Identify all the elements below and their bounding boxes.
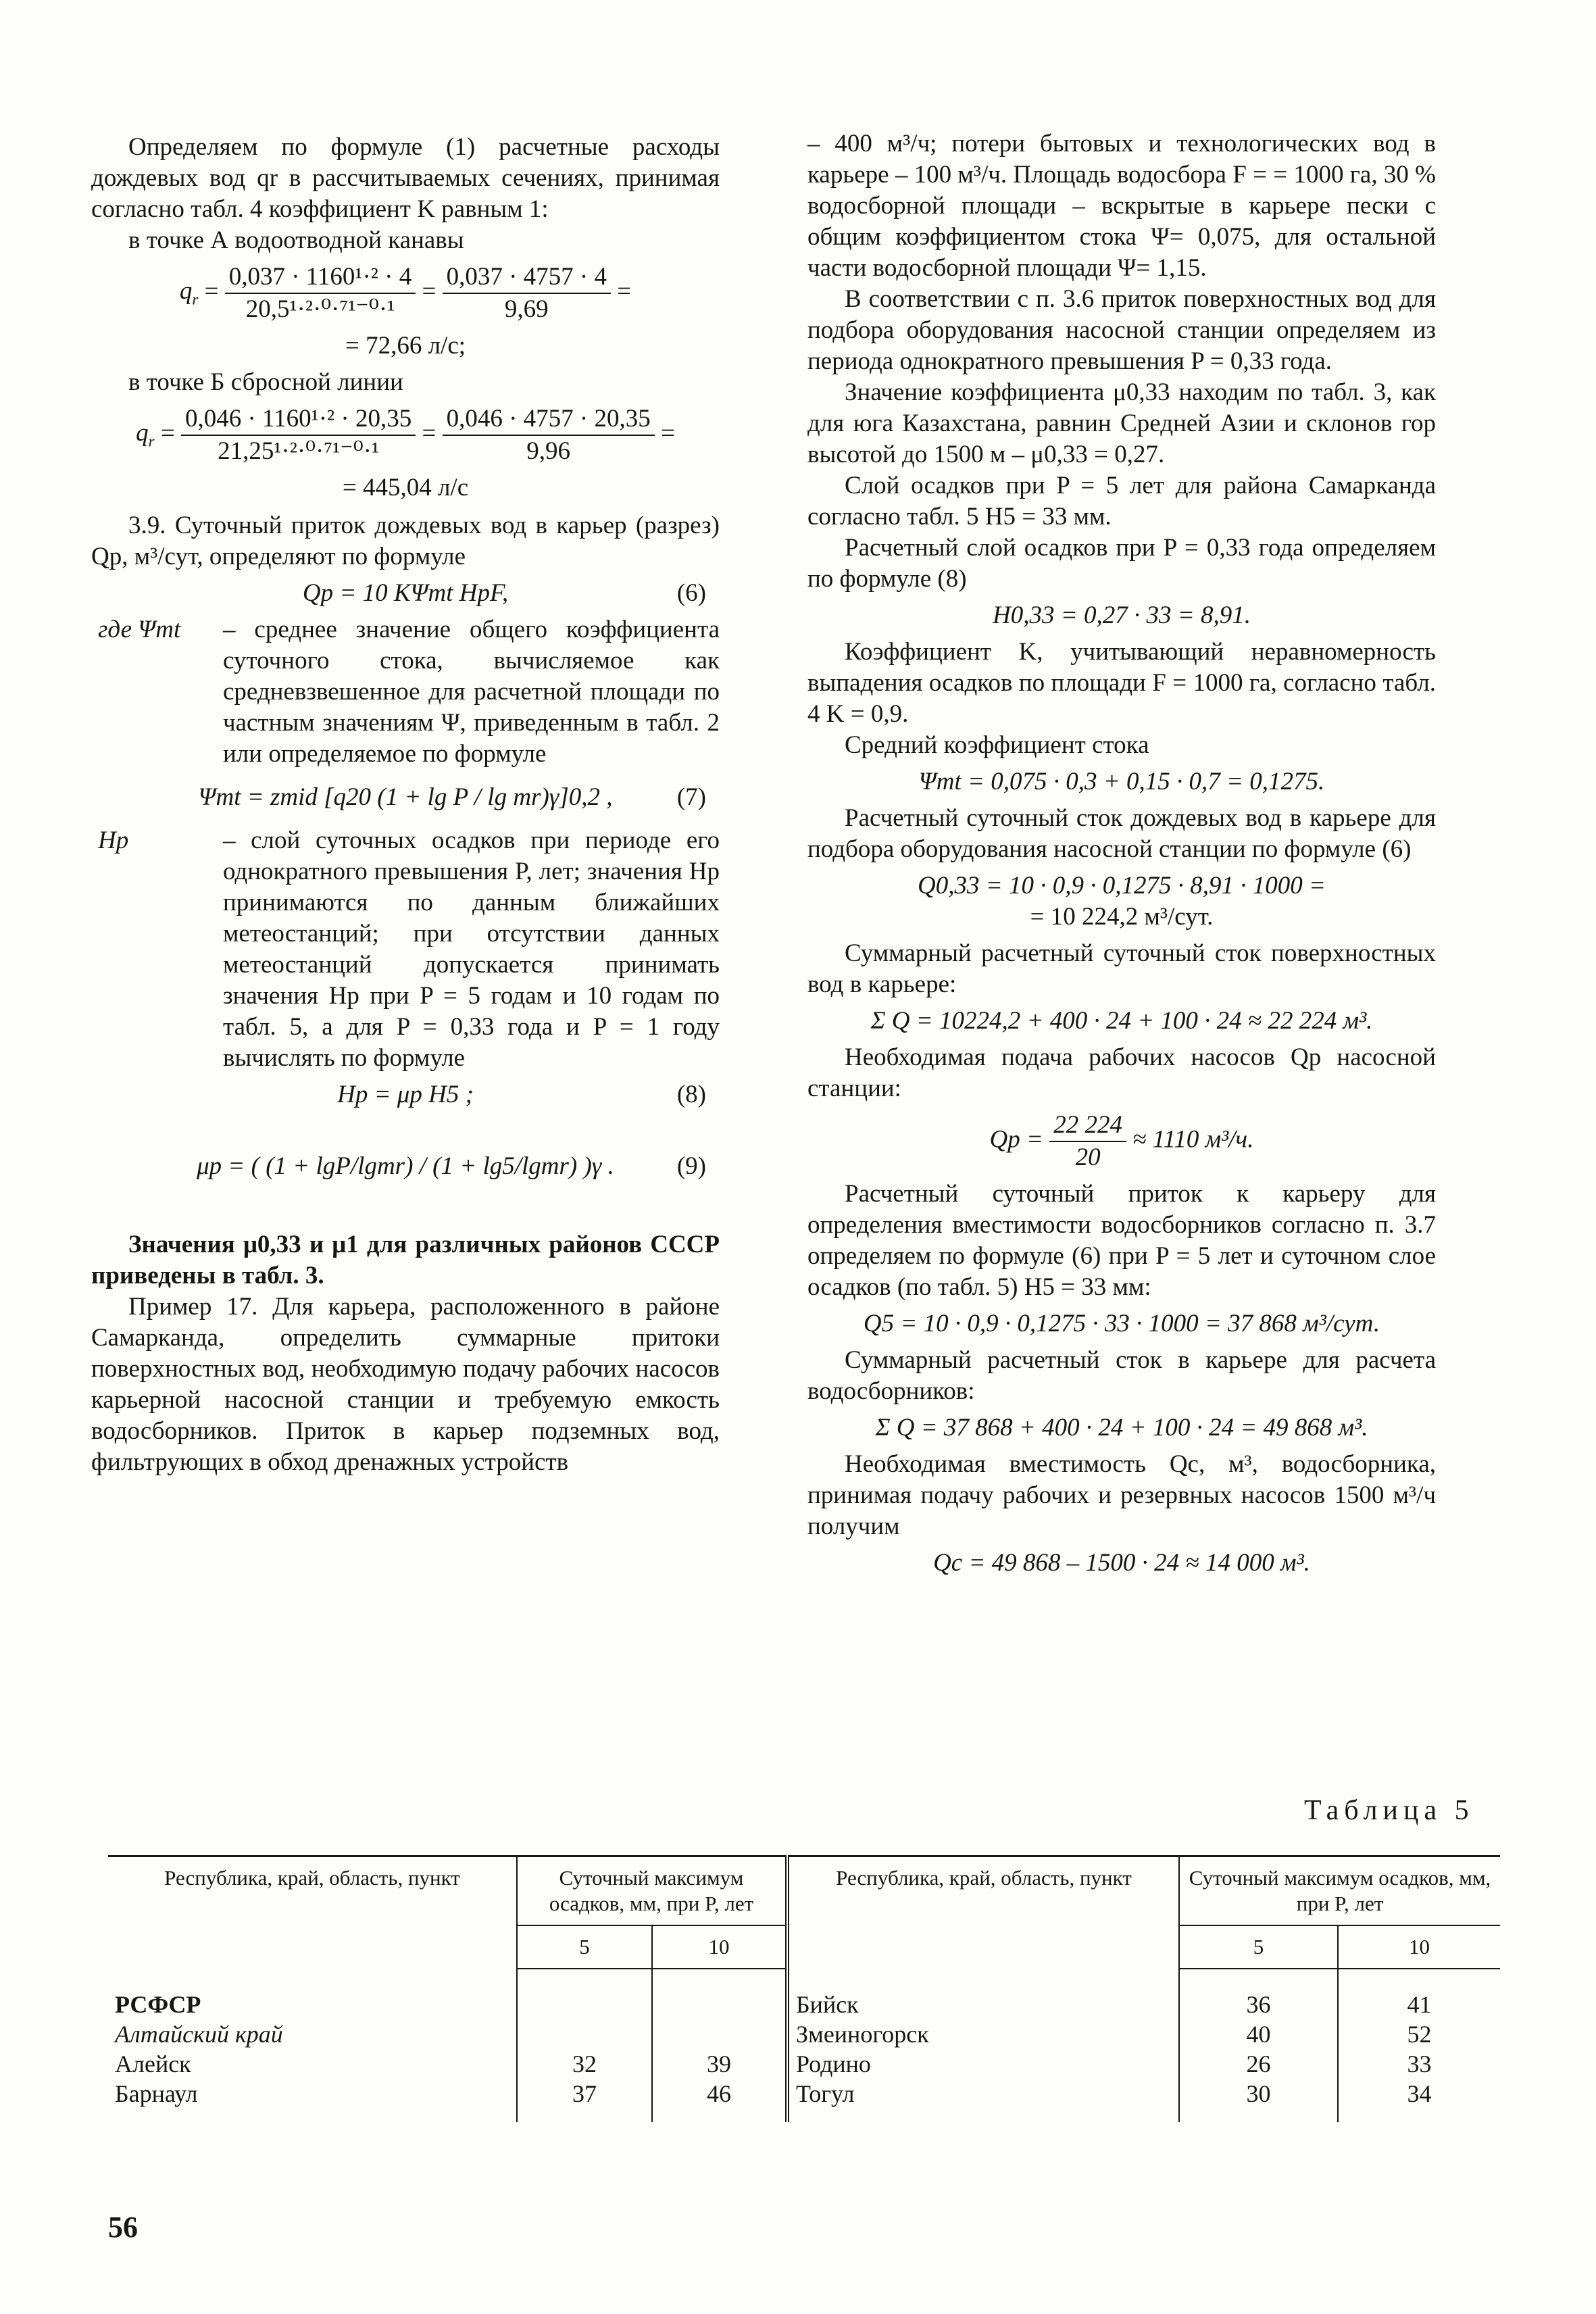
- formula-6: Qp = 10 KΨmt HpF, (6): [302, 579, 706, 607]
- paragraph: Коэффициент K, учитывающий неравномерность выпадения осадков по площади F = 1000 га, согласно табл. 4 K = 0,9.: [807, 638, 1436, 728]
- table-cell: 32: [517, 2049, 652, 2079]
- paragraph: Расчетный суточный сток дождевых вод в карьере для подбора оборудования насосной станции по формуле (6): [807, 804, 1436, 863]
- table-cell: РСФСР: [115, 1990, 201, 2018]
- table-cell: 52: [1338, 2019, 1500, 2049]
- header-p5: 5: [1179, 1925, 1338, 1969]
- paragraph: В соответствии с п. 3.6 приток поверхностных вод для подбора оборудования насосной станции определяем из периода однократного превышения P = 0,33 года.: [807, 285, 1436, 375]
- formula-q033: Q0,33 = 10 · 0,9 · 0,1275 · 8,91 · 1000 =: [918, 872, 1326, 900]
- paragraph: 3.9. Суточный приток дождевых вод в карьер (разрез) Qp, м³/сут, определяют по формуле: [91, 512, 720, 570]
- paragraph: Расчетный слой осадков при P = 0,33 года определяем по формуле (8): [807, 534, 1436, 593]
- header-p10: 10: [652, 1925, 787, 1969]
- table-cell: 39: [652, 2049, 787, 2079]
- table-cell: [517, 2019, 652, 2049]
- definition-hp: Hp – слой суточных осадков при периоде его однократного превышения P, лет; значения Hp принимаются по данным ближайших метеостанций; при отсутствии данных метеостанций допускается принимать значения Hp при P = 5 годам и 10 годам по табл. 5, а для P = 0,33 года и P = 1 году вычислять по формуле: [98, 827, 720, 1072]
- formula-8: Hp = μp H5 ; (8): [337, 1081, 706, 1108]
- definition-psi: где Ψmt – среднее значение общего коэффициента суточного стока, вычисляемое как средневзвешенное для расчетной площади по частным значениям Ψ, приведенным в табл. 2 или определяемое по формуле: [98, 616, 720, 768]
- paragraph: – 400 м³/ч; потери бытовых и технологических вод в карьере – 100 м³/ч. Площадь водосбора F = = 1000 га, 30 % водосборной площади – вскрытые в карьере пески с общим коэффициентом стока Ψ= 0,075, для остальной части водосборной площади Ψ= 1,15.: [807, 130, 1436, 282]
- paragraph: в точке Б сбросной линии: [128, 368, 403, 396]
- formula-result: = 445,04 л/с: [342, 474, 469, 501]
- right-column: [807, 128, 1436, 1584]
- table-row: [108, 1969, 1500, 2019]
- paragraph: Средний коэффициент стока: [845, 731, 1149, 759]
- paragraph: Расчетный суточный приток к карьеру для определения вместимости водосборников согласно п. 3.7 определяем по формуле (6) при P = 5 лет и суточном слое осадков (по табл. 5) H5 = 33 мм:: [807, 1180, 1436, 1301]
- formula-psi-mt: Ψmt = 0,075 · 0,3 + 0,15 · 0,7 = 0,1275.: [918, 768, 1325, 795]
- formula-7: Ψmt = zmid [q20 (1 + lg P / lg mr)γ]0,2 , (7): [198, 783, 706, 811]
- table-row: [108, 2049, 1500, 2079]
- header-p5: 5: [517, 1925, 652, 1969]
- table-cell: 41: [1338, 1969, 1500, 2019]
- table-cell: 37: [517, 2079, 652, 2122]
- formula-sum-q2: Σ Q = 37 868 + 400 · 24 + 100 · 24 = 49 868 м³.: [875, 1414, 1368, 1442]
- paragraph: Необходимая вместимость Qc, м³, водосборника, принимая подачу рабочих и резервных насосов 1500 м³/ч получим: [807, 1450, 1436, 1540]
- paragraph: Слой осадков при P = 5 лет для района Самарканда согласно табл. 5 H5 = 33 мм.: [807, 472, 1436, 531]
- header-max: Суточный максимум осадков, мм, при P, лет: [517, 1856, 787, 1926]
- table-cell: Тогул: [787, 2079, 1179, 2122]
- table-cell: 33: [1338, 2049, 1500, 2079]
- left-column: [91, 132, 720, 1478]
- table-cell: 46: [652, 2079, 787, 2122]
- header-max: Суточный максимум осадков, мм, при P, лет: [1179, 1856, 1500, 1926]
- table-cell: 40: [1179, 2019, 1338, 2049]
- formula-q5: Q5 = 10 · 0,9 · 0,1275 · 33 · 1000 = 37 868 м³/сут.: [863, 1310, 1380, 1337]
- table-cell: Алейск: [115, 2050, 191, 2077]
- paragraph: в точке А водоотводной канавы: [128, 226, 464, 254]
- paragraph-example: Пример 17. Для карьера, расположенного в районе Самарканда, определить суммарные притоки поверхностных вод, необходимую подачу рабочих насосов карьерной насосной станции и требуемую емкость водосборников. Приток в карьер подземных вод, фильтрующих в обход дренажных устройств: [91, 1293, 720, 1476]
- formula-9: μp = ( (1 + lgP/lgmr) / (1 + lg5/lgmr) )γ . (9): [197, 1152, 706, 1180]
- table-cell: [517, 1969, 652, 2019]
- table-cell: [652, 2019, 787, 2049]
- formula-result: = 72,66 л/с;: [345, 332, 466, 360]
- formula-q033-result: = 10 224,2 м³/сут.: [1030, 903, 1214, 931]
- page-number: 56: [108, 2211, 138, 2244]
- paragraph: Значения μ0,33 и μ1 для различных районов СССР приведены в табл. 3.: [91, 1231, 720, 1289]
- header-region: Республика, край, область, пункт: [108, 1856, 517, 1969]
- formula-sum-q: Σ Q = 10224,2 + 400 · 24 + 100 · 24 ≈ 22 224 м³.: [870, 1007, 1373, 1035]
- table-cell: Барнаул: [115, 2080, 198, 2107]
- precipitation-table: [108, 1855, 1500, 2122]
- formula-h033: H0,33 = 0,27 · 33 = 8,91.: [993, 601, 1251, 629]
- table-row: [108, 2019, 1500, 2049]
- table-row: [108, 2079, 1500, 2122]
- paragraph: Суммарный расчетный суточный сток поверхностных вод в карьере:: [807, 939, 1436, 998]
- table-cell: 36: [1179, 1969, 1338, 2019]
- formula-qr-b: $q_r$ = $\frac{\text{0,046 · 1160¹·² · 20,35}}{\text{21,25¹·²·⁰·⁷¹⁻⁰·¹}}$ = $\frac{0,046 \cdot 4757 \cdot 20,35}{9,96}$ =: [136, 405, 675, 465]
- table-cell: Алтайский край: [115, 2021, 283, 2048]
- formula-qr-a: $q_r$ = $\frac{\text{0,037 · 1160¹·² · 4}}{\text{20,5¹·²·⁰·⁷¹⁻⁰·¹}}$ = $\frac{0,037 \cdot 4757 \cdot 4}{9,69}$ =: [179, 263, 632, 323]
- table-cell: 34: [1338, 2079, 1500, 2122]
- table-cell: 30: [1179, 2079, 1338, 2122]
- table-cell: 26: [1179, 2049, 1338, 2079]
- header-p10: 10: [1338, 1925, 1500, 1969]
- formula-qp: Qp = $\frac{22 224}{20}$ ≈ 1110 м³/ч.: [989, 1111, 1254, 1171]
- formula-qc: Qc = 49 868 – 1500 · 24 ≈ 14 000 м³.: [933, 1549, 1310, 1577]
- header-region: Республика, край, область, пункт: [787, 1856, 1179, 1969]
- table-cell: [652, 1969, 787, 2019]
- paragraph: Определяем по формуле (1) расчетные расходы дождевых вод qr в рассчитываемых сечениях, принимая согласно табл. 4 коэффициент K равным 1:: [91, 133, 720, 223]
- paragraph: Необходимая подача рабочих насосов Qp насосной станции:: [807, 1043, 1436, 1102]
- paragraph: Суммарный расчетный сток в карьере для расчета водосборников:: [807, 1346, 1436, 1405]
- paragraph: Значение коэффициента μ0,33 находим по табл. 3, как для юга Казахстана, равнин Средней Азии и склонов гор высотой до 1500 м – μ0,33 = 0,27.: [807, 378, 1436, 468]
- table-cell: Бийск: [787, 1969, 1179, 2019]
- table-cell: Змеиногорск: [787, 2019, 1179, 2049]
- table-caption: Таблица 5: [1304, 1795, 1474, 1826]
- table-cell: Родино: [787, 2049, 1179, 2079]
